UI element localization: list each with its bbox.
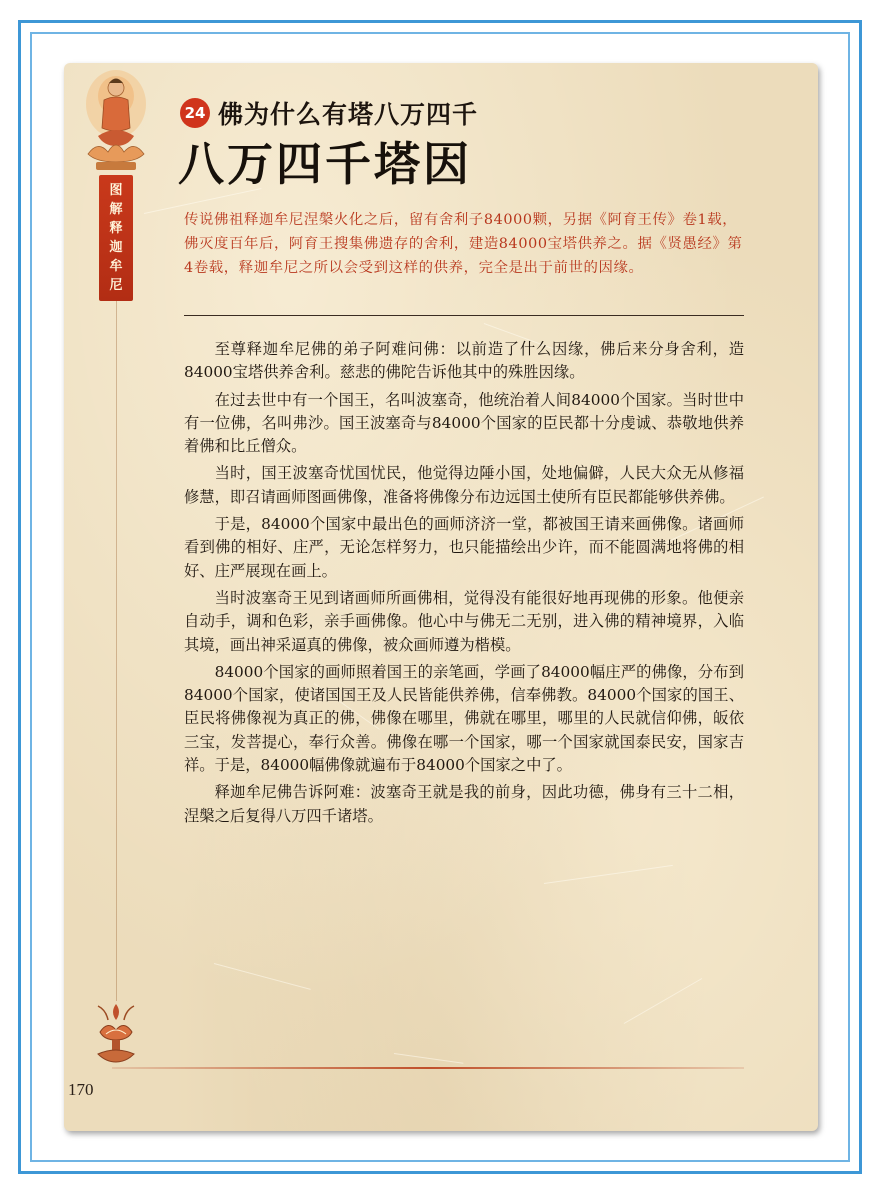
buddha-illustration-icon [78, 66, 154, 176]
side-rule [116, 301, 117, 1001]
intro-paragraph: 传说佛祖释迦牟尼涅槃火化之后，留有舍利子84000颗，另据《阿育王传》卷1载，佛灭度百年后，阿育王搜集佛遗存的舍利，建造84000宝塔供养之。据《贤愚经》第4卷载，释迦牟尼之所以会受到这样的供养，完全是出于前世的因缘。 [184, 212, 743, 276]
side-label-text: 图解释迦牟尼 [109, 183, 123, 293]
chapter-number-badge: 24 [180, 98, 210, 128]
side-book-label [99, 175, 133, 301]
lotus-ornament-icon [92, 998, 140, 1066]
paragraph: 于是，84000个国家中最出色的画师济济一堂，都被国王请来画佛像。诸画师看到佛的相好、庄严，无论怎样努力，也只能描绘出少许，而不能圆满地将佛的相好、庄严展现在画上。 [184, 515, 744, 580]
paragraph: 84000个国家的画师照着国王的亲笔画，学画了84000幅庄严的佛像，分布到84000个国家，使诸国国王及人民皆能供养佛，信奉佛教。84000个国家的国王、臣民将佛像视为真正的佛，佛像在哪里，佛就在哪里，哪里的人民就信仰佛，皈依三宝，发菩提心，奉行众善。佛像在哪一个国家，哪一个国家就国泰民安，国家吉祥。于是，84000幅佛像就遍布于84000个国家之中了。 [184, 662, 744, 775]
body-text [184, 338, 744, 832]
footer-rule [112, 1067, 744, 1069]
page-number: 170 [68, 1080, 94, 1099]
paragraph: 释迦牟尼佛告诉阿难：波塞奇王就是我的前身，因此功德，佛身有三十二相，涅槃之后复得八万四千诸塔。 [184, 783, 744, 825]
intro-divider [184, 315, 744, 316]
page-title: 八万四千塔因 [178, 137, 472, 191]
paragraph: 当时，国王波塞奇忧国忧民，他觉得边陲小国，处地偏僻，人民大众无从修福修慧，即召请画师图画佛像，准备将佛像分布边远国土使所有臣民都能够供养佛。 [184, 464, 744, 506]
chapter-subtitle: 佛为什么有塔八万四千 [218, 100, 479, 129]
paragraph: 在过去世中有一个国王，名叫波塞奇，他统治着人间84000个国家。当时世中有一位佛，名叫弗沙。国王波塞奇与84000个国家的臣民都十分虔诚、恭敬地供养着佛和比丘僧众。 [184, 390, 744, 456]
paragraph: 至尊释迦牟尼佛的弟子阿难问佛：以前造了什么因缘，佛后来分身舍利，造84000宝塔供养舍利。慈悲的佛陀告诉他其中的殊胜因缘。 [184, 340, 744, 382]
paragraph: 当时波塞奇王见到诸画师所画佛相，觉得没有能很好地再现佛的形象。他便亲自动手，调和色彩，亲手画佛像。他心中与佛无二无别，进入佛的精神境界，入临其境，画出神采逼真的佛像，被众画师遵为楷模。 [184, 588, 744, 654]
